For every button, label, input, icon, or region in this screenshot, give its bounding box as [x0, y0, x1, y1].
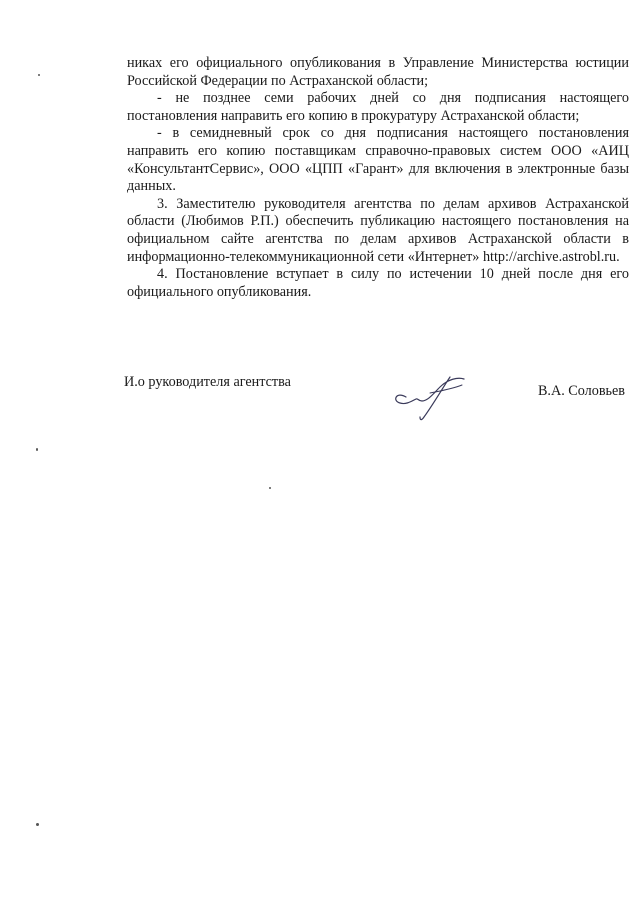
scan-speck: [269, 487, 271, 489]
paragraph-continuation: никах его официального опубликования в Управление Министерства юстиции Российской Федерации по Астраханской области;: [127, 55, 629, 89]
signatory-title: И.о руководителя агентства: [124, 374, 291, 390]
scan-speck: [36, 823, 39, 826]
paragraph-legal-systems: - в семидневный срок со дня подписания настоящего постановления направить его копию поставщикам справочно-правовых систем ООО «АИЦ «КонсультантСервис», ООО «ЦПП «Гарант» для включения в электронные базы данных.: [127, 125, 629, 195]
handwritten-signature: [390, 371, 474, 423]
scan-speck: [36, 448, 38, 451]
paragraph-prosecutor: - не позднее семи рабочих дней со дня подписания настоящего постановления направить его копию в прокуратуру Астраханской области;: [127, 90, 629, 124]
scan-speck: [38, 74, 40, 76]
paragraph-item-4: 4. Постановление вступает в силу по истечении 10 дней после дня его официального опубликования.: [127, 266, 629, 300]
signatory-name: В.А. Соловьев: [537, 383, 625, 399]
document-body: [127, 55, 629, 301]
paragraph-item-3: 3. Заместителю руководителя агентства по делам архивов Астраханской области (Любимов Р.П.) обеспечить публикацию настоящего постановления на официальном сайте агентства по делам архивов Астраханской области в информационно-телекоммуникационной сети «Интернет» http://archive.astrobl.ru.: [127, 195, 629, 265]
signature-block: [124, 371, 629, 431]
